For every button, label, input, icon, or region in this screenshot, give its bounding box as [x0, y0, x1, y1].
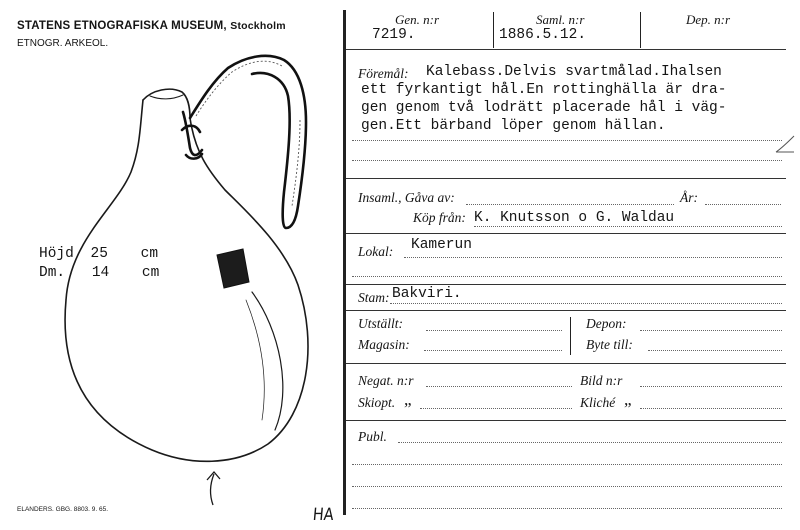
foremal-line-3: gen genom två lodrätt placerade hål i väg- [361, 100, 727, 116]
lokal-dotted-line-2 [352, 276, 782, 277]
stam-label: Stam: [358, 290, 390, 305]
gen-nr-value: 7219. [372, 27, 416, 43]
header-bottom-line [346, 49, 786, 50]
negat-dotted-line [426, 386, 572, 387]
skiopt-ditto: „ [404, 390, 412, 409]
stam-value: Bakviri. [392, 286, 462, 302]
saml-nr-label: Saml. n:r [536, 12, 585, 27]
diameter-label: Dm. [39, 265, 66, 281]
height-label: Höjd [39, 246, 74, 262]
department-label: ETNOGR. ARKEOL. [17, 38, 109, 49]
byte-label: Byte till: [586, 337, 633, 352]
lokal-value: Kamerun [411, 237, 472, 253]
diameter-value: 14 [91, 265, 110, 281]
kliche-dotted-line [640, 408, 782, 409]
foremal-dotted-line-1 [352, 140, 782, 141]
kop-label: Köp från: [413, 210, 466, 225]
skiopt-label: Skiopt. [358, 395, 396, 410]
foremal-line-1: Kalebass.Delvis svartmålad.Ihalsen [426, 64, 722, 80]
margin-pencil-mark [770, 130, 800, 160]
bild-label: Bild n:r [580, 373, 623, 388]
form-left-border [343, 10, 346, 515]
museum-city: Stockholm [230, 20, 286, 32]
utstallt-label: Utställt: [358, 316, 404, 331]
kop-dotted-line [474, 226, 782, 227]
measurement-diameter [39, 265, 159, 281]
insamling-bottom-line [346, 233, 786, 234]
ar-label: År: [680, 190, 698, 205]
dep-nr-label: Dep. n:r [686, 12, 731, 27]
height-unit: cm [140, 246, 159, 262]
bild-dotted-line [640, 386, 782, 387]
magasin-label: Magasin: [358, 337, 410, 352]
foremal-line-2: ett fyrkantigt hål.En rottinghälla är dra- [361, 82, 727, 98]
foremal-bottom-line [346, 178, 786, 179]
museum-name-text: STATENS ETNOGRAFISKA MUSEUM, [17, 20, 227, 32]
negat-label: Negat. n:r [358, 373, 414, 388]
byte-dotted-line [648, 350, 782, 351]
lokal-label: Lokal: [358, 244, 394, 259]
ar-dotted-line [705, 204, 781, 205]
publ-dotted-line-1 [398, 442, 782, 443]
insamling-label: Insaml., Gåva av: [358, 190, 455, 205]
negat-bottom-line [346, 420, 786, 421]
skiopt-dotted-line [420, 408, 572, 409]
diameter-unit: cm [141, 265, 160, 281]
utstallt-dotted-line [426, 330, 562, 331]
publ-label: Publ. [358, 429, 387, 444]
depon-label: Depon: [586, 316, 627, 331]
kliche-label: Kliché [580, 395, 616, 410]
saml-nr-value: 1886.5.12. [499, 27, 587, 43]
foremal-dotted-line-2 [352, 160, 782, 161]
stam-bottom-line [346, 310, 786, 311]
gen-nr-label: Gen. n:r [395, 12, 440, 27]
kliche-ditto: „ [624, 390, 632, 409]
status-bottom-line [346, 363, 786, 364]
height-value: 25 [90, 246, 108, 262]
header-divider-1 [493, 12, 494, 48]
depon-dotted-line [640, 330, 782, 331]
publ-dotted-line-3 [352, 486, 782, 487]
printer-imprint: ELANDERS. GBG. 8803. 9. 65. [17, 506, 109, 513]
foremal-line-4: gen.Ett bärband löper genom hällan. [361, 118, 666, 134]
foremal-label: Föremål: [358, 66, 409, 81]
publ-dotted-line-4 [352, 508, 782, 509]
magasin-dotted-line [424, 350, 562, 351]
stam-dotted-line [390, 303, 782, 304]
publ-dotted-line-2 [352, 464, 782, 465]
handwritten-initials: HA [311, 505, 335, 525]
kop-value: K. Knutsson o G. Waldau [474, 210, 675, 226]
measurement-height [39, 246, 158, 262]
lokal-dotted-line [404, 257, 782, 258]
status-divider [570, 317, 571, 355]
insamling-dotted-line [466, 204, 674, 205]
lokal-bottom-line [346, 284, 786, 285]
header-divider-2 [640, 12, 641, 48]
